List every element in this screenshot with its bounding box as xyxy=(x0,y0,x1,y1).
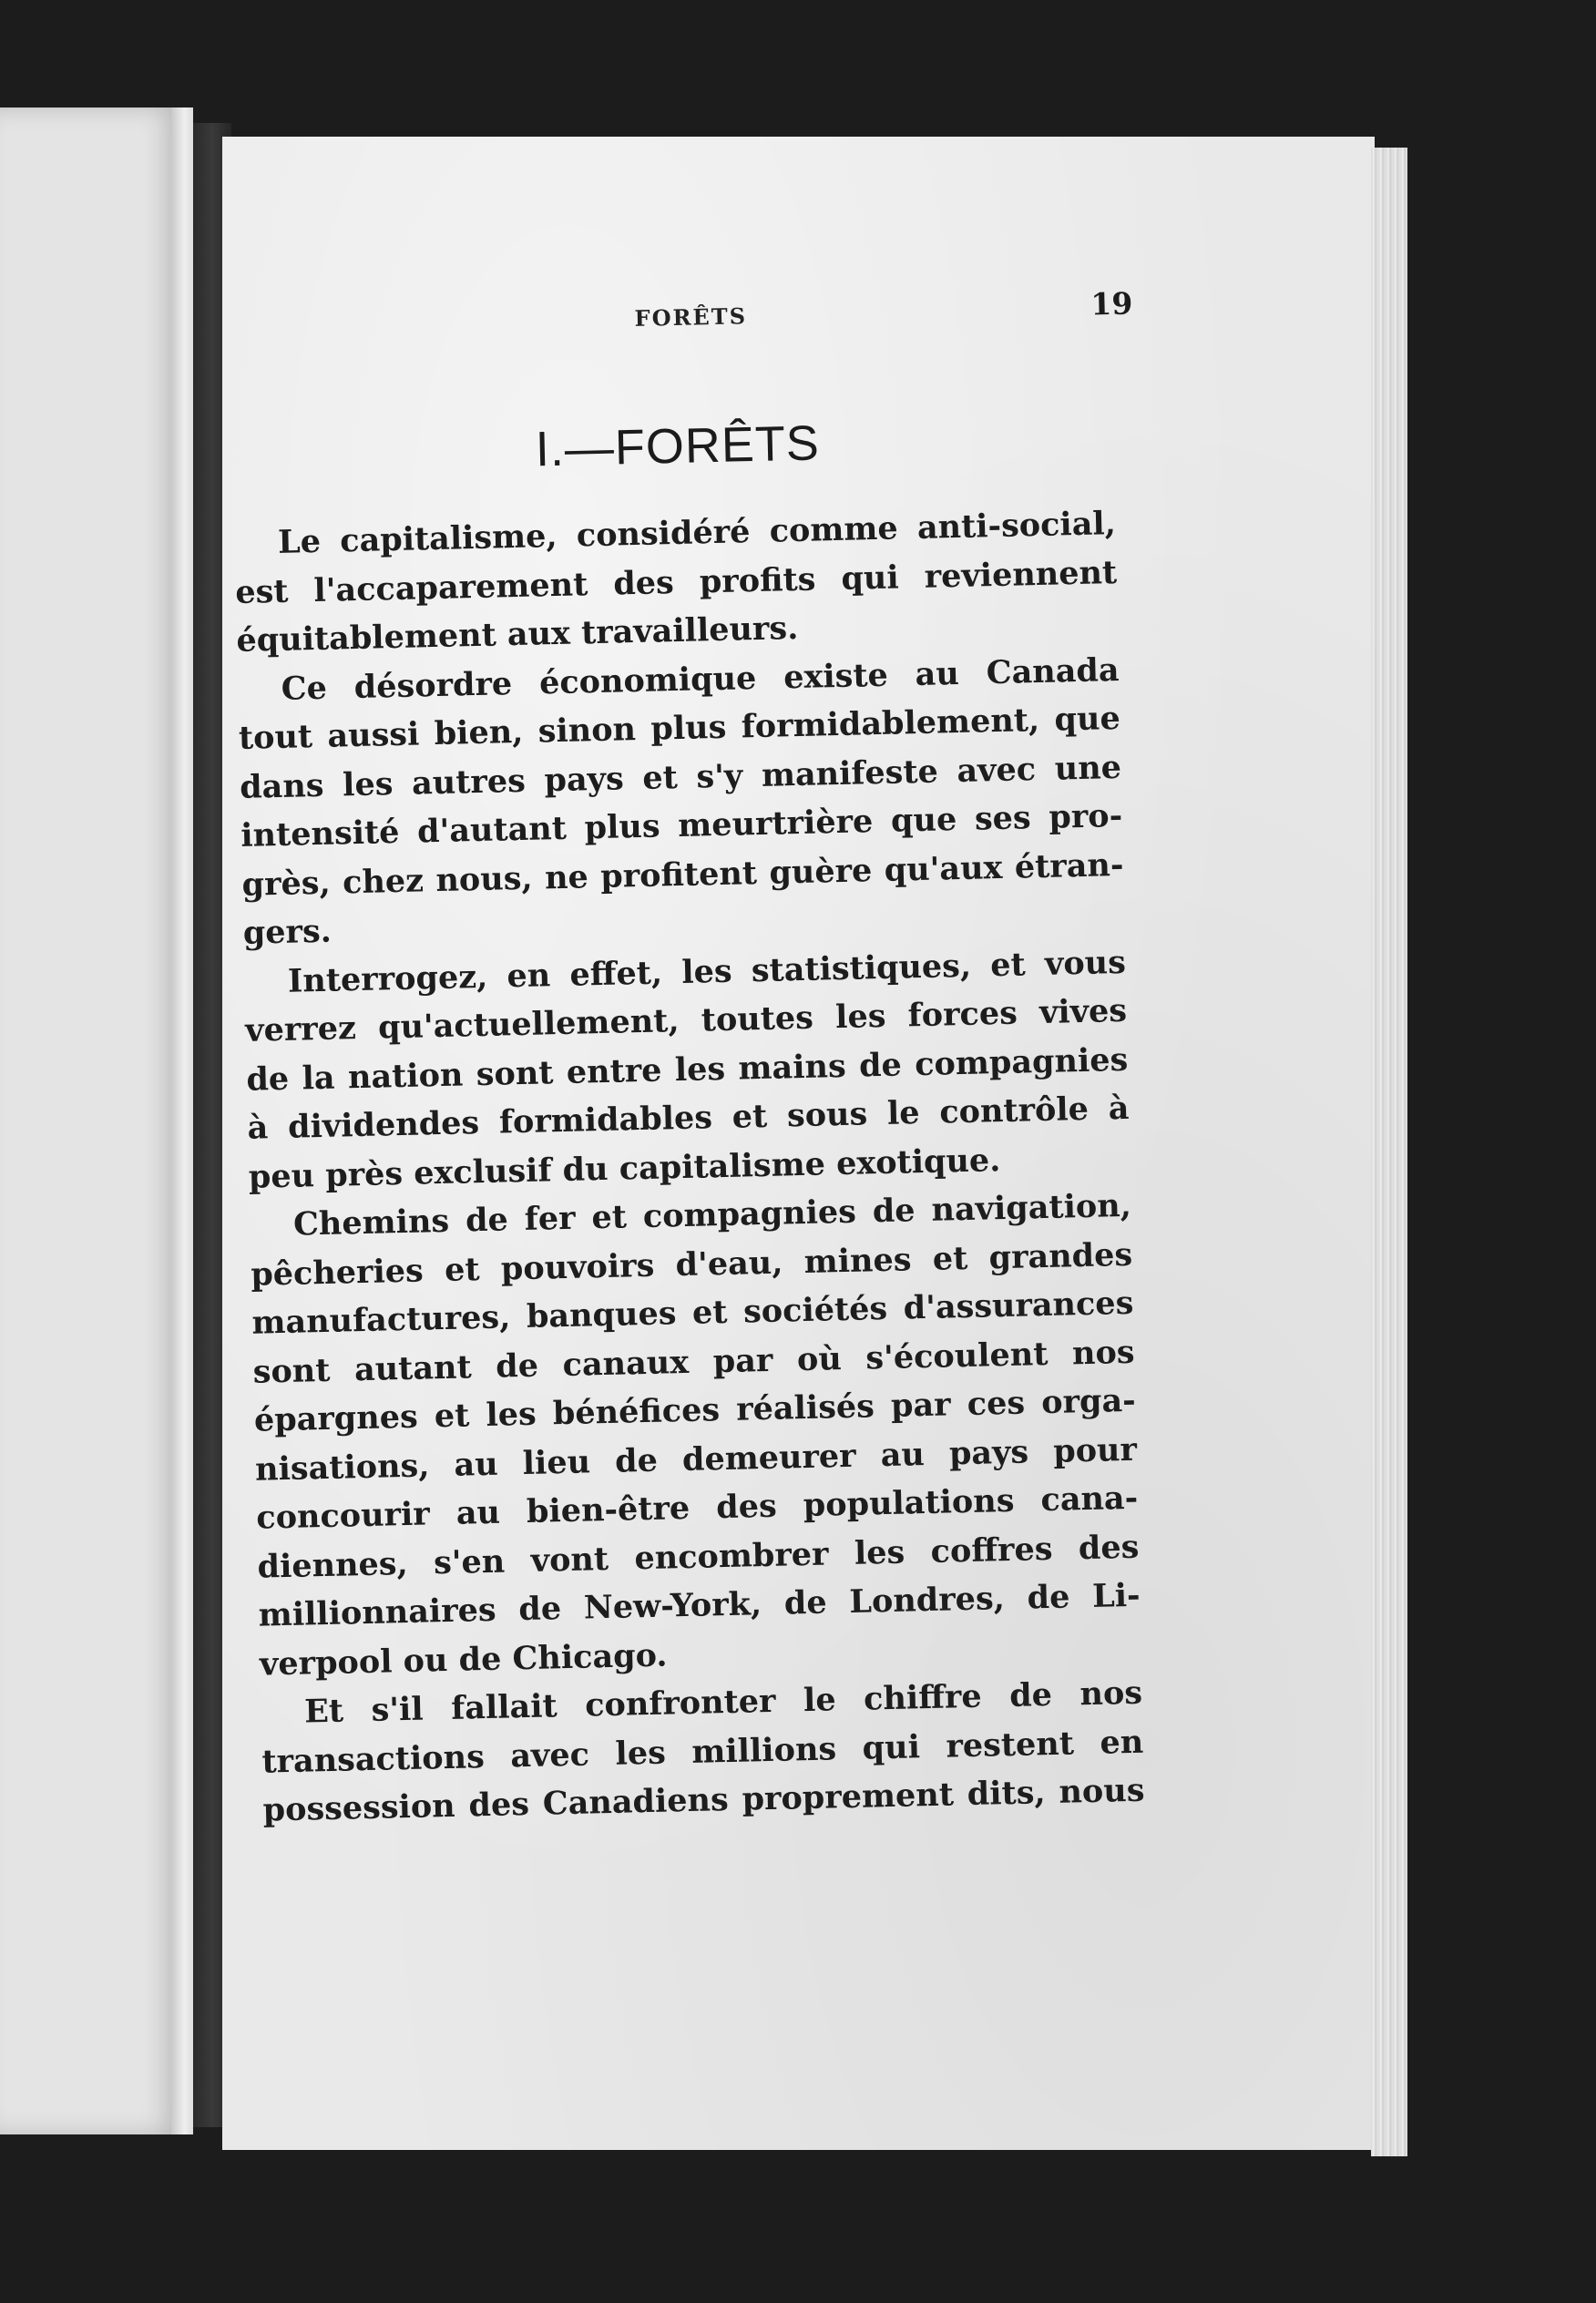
text-line: verrez qu'actuellement, toutes les forces vives xyxy=(244,991,1128,1049)
text-line: Et s'il fallait confronter le chiffre de nos xyxy=(303,1674,1143,1731)
text-line: est l'accaparement des profits qui reviennent xyxy=(234,553,1118,611)
text-line: tout aussi bien, sinon plus formidablement, que xyxy=(238,699,1121,757)
text-line: grès, chez nous, ne profitent guère qu'aux étran- xyxy=(241,845,1124,904)
text-line: diennes, s'en vont encombrer les coffres des xyxy=(257,1528,1140,1586)
text-line: verpool ou de Chicago. xyxy=(259,1635,668,1684)
text-line: épargnes et les bénéfices réalisés par ces orga- xyxy=(253,1381,1137,1439)
chapter-title: I.—FORÊTS xyxy=(535,415,821,477)
text-line: peu près exclusif du capitalisme exotique. xyxy=(248,1141,1001,1196)
running-head: FORÊTS xyxy=(634,302,748,332)
previous-page-edge xyxy=(171,107,193,2134)
text-line: concourir au bien-être des populations cana- xyxy=(255,1479,1139,1537)
text-line: Interrogez, en effet, les statistiques, et vous xyxy=(287,943,1127,1000)
text-line: manufactures, banques et sociétés d'assurances xyxy=(251,1284,1134,1342)
text-line: sont autant de canaux par où s'écoulent nos xyxy=(252,1333,1135,1391)
text-line: gers. xyxy=(242,912,332,952)
text-line: équitablement aux travailleurs. xyxy=(236,609,799,660)
previous-page xyxy=(0,107,182,2134)
text-line: possession des Canadiens proprement dits, nous xyxy=(262,1771,1145,1829)
text-line: transactions avec les millions qui restent en xyxy=(261,1723,1144,1781)
text-line: Ce désordre économique existe au Canada xyxy=(281,650,1120,708)
page-number: 19 xyxy=(1090,285,1133,322)
text-line: de la nation sont entre les mains de compagnies xyxy=(245,1040,1129,1099)
page-stack-edge xyxy=(1371,148,1407,2156)
text-line: Chemins de fer et compagnies de navigation, xyxy=(292,1186,1132,1244)
text-line: à dividendes formidables et sous le contrôle à xyxy=(247,1089,1130,1147)
text-line: dans les autres pays et s'y manifeste avec une xyxy=(239,748,1122,806)
text-line: Le capitalisme, considéré comme anti-social, xyxy=(277,505,1117,561)
body-text xyxy=(233,499,1145,1835)
text-line: intensité d'autant plus meurtrière que ses pro- xyxy=(240,796,1123,855)
text-line: millionnaires de New-York, de Londres, de Li- xyxy=(258,1576,1141,1634)
text-line: pêcheries et pouvoirs d'eau, mines et grandes xyxy=(250,1235,1133,1294)
text-line: nisations, au lieu de demeurer au pays pour xyxy=(254,1430,1138,1489)
